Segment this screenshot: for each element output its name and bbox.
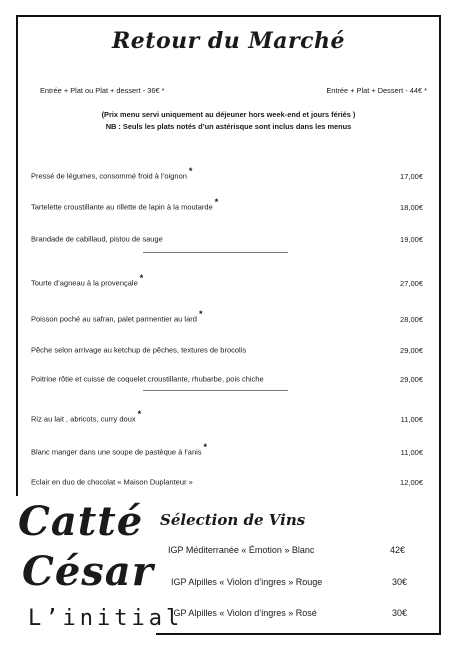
dish-name: Riz au lait , abricots, curry doux * <box>31 409 142 424</box>
wine-name: IGP Alpilles « Violon d’ingres » Rouge <box>171 577 323 587</box>
dish-row <box>31 274 423 288</box>
section-divider <box>143 252 288 253</box>
dish-row <box>31 167 423 181</box>
wine-price: 30€ <box>391 577 407 587</box>
brand-line3: L’initial <box>28 606 184 631</box>
wine-price: 42€ <box>389 545 405 555</box>
wine-name: IGP Méditerranée « Émotion » Blanc <box>168 545 315 555</box>
menu-note-line1: (Prix menu servi uniquement au déjeuner hors week-end et jours fériés ) <box>101 110 356 119</box>
menu-title: Retour du Marché <box>112 28 345 54</box>
dish-price: 11,00€ <box>400 414 423 424</box>
dish-name: Pressé de légumes, consommé froid à l’oignon * <box>31 166 193 181</box>
wine-name: IGP Alpilles « Violon d’ingres » Rosé <box>171 608 317 618</box>
dish-name: Blanc manger dans une soupe de pastèque à l’anis * <box>31 442 208 457</box>
dish-name: Brandade de cabillaud, pistou de sauge <box>31 234 163 244</box>
dish-name: Pêche selon arrivage au ketchup de pêches, textures de brocolis <box>31 345 247 355</box>
brand-line1: Catté <box>18 498 144 545</box>
dish-name: Eclair en duo de chocolat « Maison Duplanteur » <box>31 477 193 487</box>
dish-row <box>31 198 423 212</box>
dish-price: 27,00€ <box>400 278 423 288</box>
dish-price: 17,00€ <box>400 171 423 181</box>
section-divider <box>143 390 288 391</box>
dish-price: 18,00€ <box>400 202 423 212</box>
brand-logo <box>16 496 184 635</box>
wine-row <box>171 608 407 618</box>
dish-row <box>31 230 423 244</box>
dish-row <box>31 443 423 457</box>
dish-row <box>31 410 423 424</box>
dish-row <box>31 370 423 384</box>
dish-name: Poisson poché au safran, palet parmentier au lard * <box>31 309 203 324</box>
wine-row <box>171 577 407 587</box>
brand-line2: César <box>22 548 154 595</box>
wine-row <box>168 545 405 555</box>
dish-price: 29,00€ <box>400 374 423 384</box>
formula-left: Entrée + Plat ou Plat + dessert - 36€ * <box>40 86 165 95</box>
wine-section-title: Sélection de Vins <box>160 511 306 529</box>
dish-row <box>31 310 423 324</box>
dish-price: 12,00€ <box>400 477 423 487</box>
dish-price: 19,00€ <box>400 234 423 244</box>
dish-price: 29,00€ <box>400 345 423 355</box>
wine-price: 30€ <box>391 608 407 618</box>
dish-row <box>31 341 423 355</box>
dish-name: Tartelette croustillante au rillette de lapin à la moutarde * <box>31 197 219 212</box>
dish-price: 11,00€ <box>400 447 423 457</box>
dish-name: Tourte d’agneau à la provençale * <box>31 273 144 288</box>
formula-right: Entrée + Plat + Dessert - 44€ * <box>326 86 427 95</box>
dish-row <box>31 473 423 487</box>
dish-price: 28,00€ <box>400 314 423 324</box>
dish-name: Poitrine rôtie et cuisse de coquelet croustillante, rhubarbe, pois chiche <box>31 374 264 384</box>
menu-note-line2: NB : Seuls les plats notés d’un astérisque sont inclus dans les menus <box>105 122 352 131</box>
